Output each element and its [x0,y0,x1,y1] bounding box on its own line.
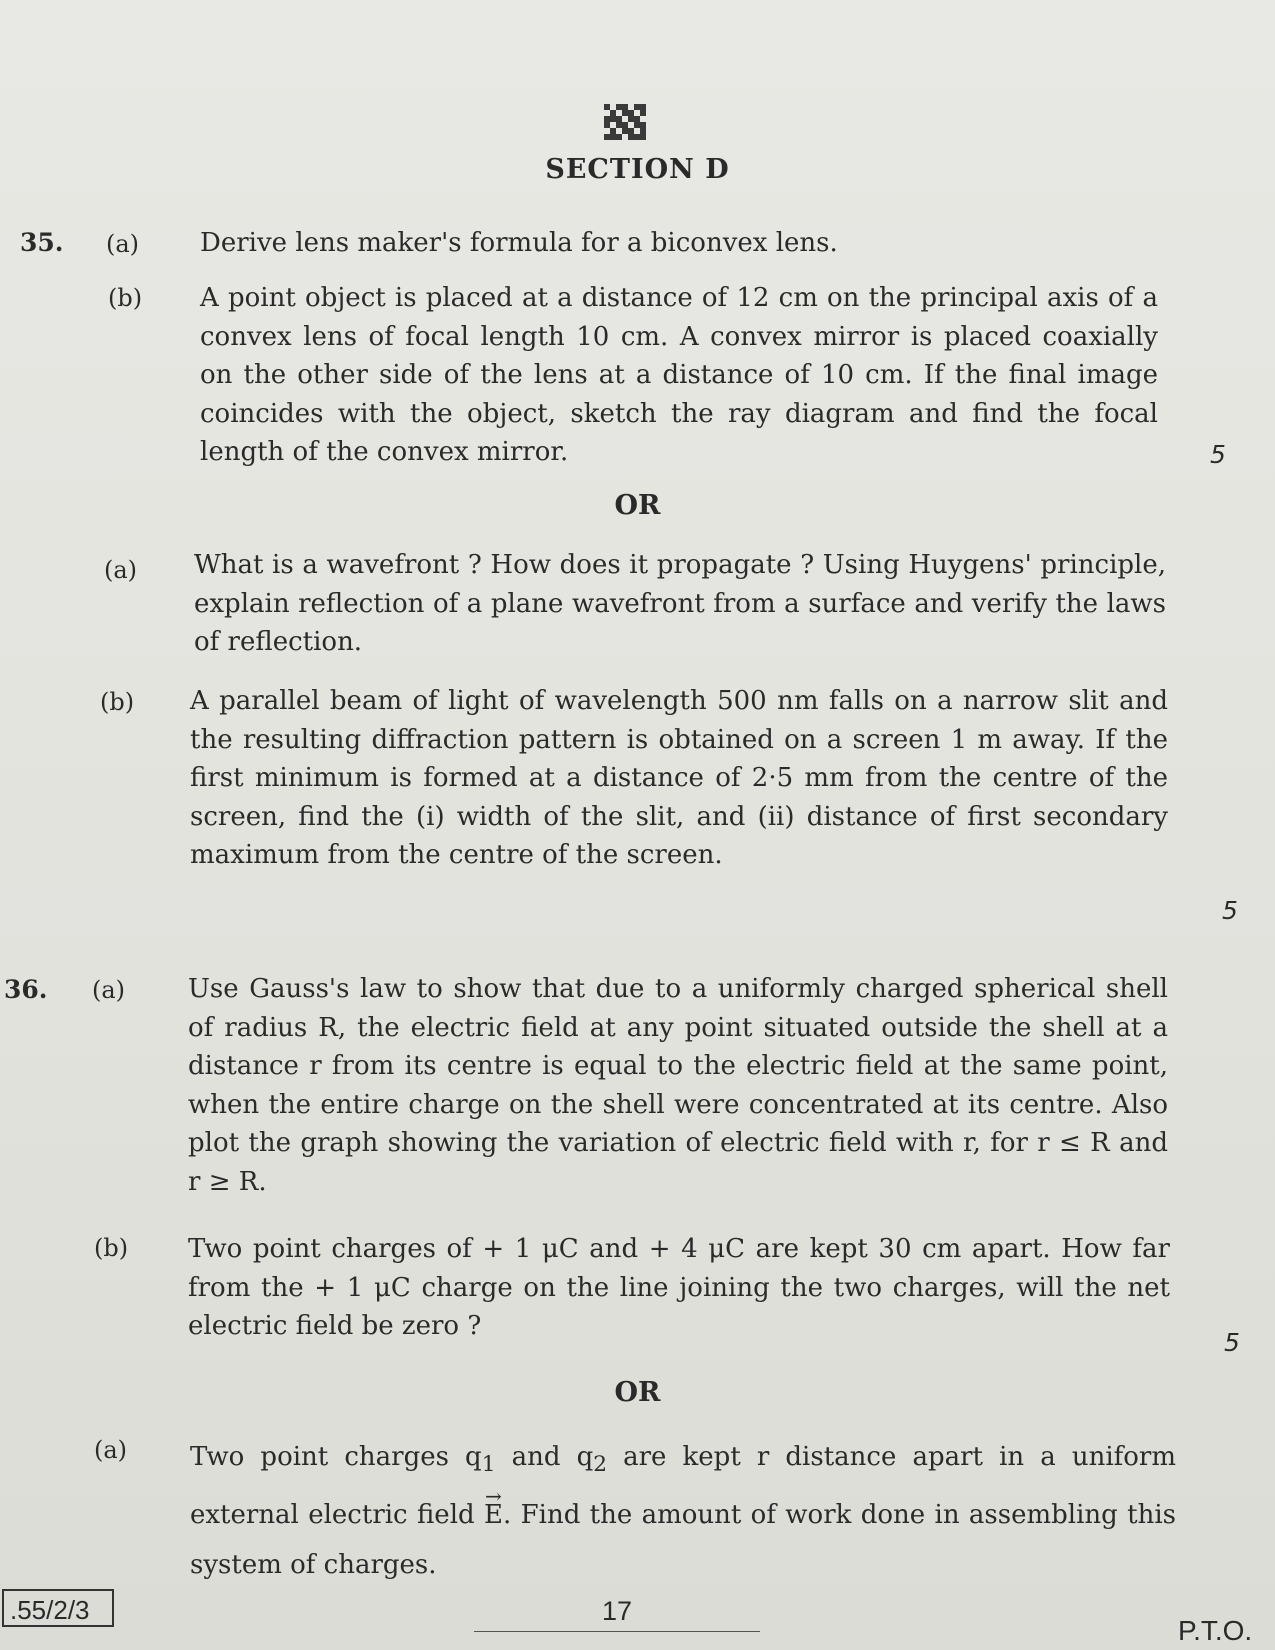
text-segment: . Find the amount of work done in assembling this system of charges. [190,1500,1176,1581]
marks-35-alt: 5 [1222,896,1238,925]
question-35-alt-a-text: What is a wavefront ? How does it propagate ? Using Huygens' principle, explain reflection of a plane wavefront from a surface and verify the laws of reflection. [194,550,1166,657]
question-36-alt-a-text [190,1432,1176,1590]
part-label-35-alt-a: (a) [104,556,138,584]
part-label-35a: (a) [106,230,140,258]
qr-code-icon [604,104,646,140]
question-36a-text: Use Gauss's law to show that due to a uniformly charged spherical shell of radius R, the electric field at any point situated outside the shell at a distance r from its centre is equal to the electric field at the same point, when the entire charge on the shell were concentrated at its centre. Also plot the graph showing the variation of electric field with r, for r ≤ R and r ≥ R. [188,974,1168,1197]
section-title: SECTION D [545,154,730,185]
question-35-alt-b-text: A parallel beam of light of wavelength 500 nm falls on a narrow slit and the resulting diffraction pattern is obtained on a screen 1 m away. If the first minimum is formed at a distance of 2·5 mm from the centre of the screen, find the (i) width of the slit, and (ii) distance of first secondary maximum from the centre of the screen. [190,686,1168,870]
question-35a-text: Derive lens maker's formula for a biconvex lens. [200,228,838,258]
or-divider-36: OR [614,1377,661,1408]
part-label-35b: (b) [108,284,143,312]
subscript-1: 1 [481,1452,496,1478]
text-segment: and q [495,1442,594,1472]
or-divider-35: OR [614,490,661,521]
part-label-36a: (a) [92,976,126,1004]
question-35b-text: A point object is placed at a distance of 12 cm on the principal axis of a convex lens of focal length 10 cm. A convex mirror is placed coaxially on the other side of the lens at a distance of 10 cm. If the final image coincides with the object, sketch the ray diagram and find the focal length of the convex mirror. [200,283,1158,467]
electric-field-vector: → E [484,1490,503,1540]
question-number-35: 35. [20,228,64,257]
please-turn-over: P.T.O. [1178,1615,1253,1646]
part-label-35-alt-b: (b) [100,688,135,716]
paper-code-box: .55/2/3 [2,1589,114,1627]
question-number-36: 36. [4,975,48,1004]
part-label-36b: (b) [94,1234,129,1262]
part-label-36-alt-a: (a) [94,1436,128,1464]
marks-35: 5 [1210,440,1226,469]
page-number: 17 [474,1596,760,1632]
text-segment: are kept r distance apart in a uniform external electric field [190,1442,1177,1531]
question-36b-text: Two point charges of + 1 μC and + 4 μC are kept 30 cm apart. How far from the + 1 μC charge on the line joining the two charges, will the net electric field be zero ? [188,1234,1170,1341]
marks-36: 5 [1224,1328,1240,1357]
subscript-2: 2 [593,1452,608,1478]
text-segment: Two point charges q [190,1442,482,1472]
